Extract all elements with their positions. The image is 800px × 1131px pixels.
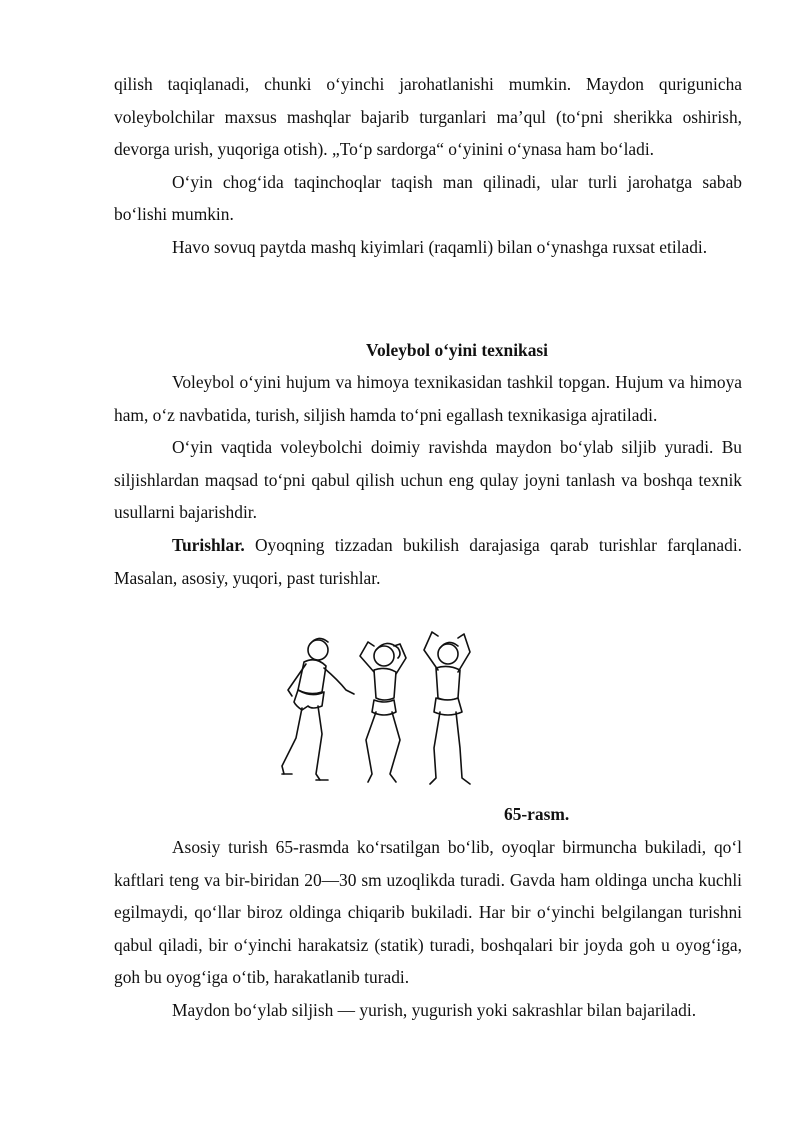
intro-section (114, 68, 742, 264)
paragraph-cold-weather: Havo sovuq paytda mashq kiyimlari (raqamli) bilan o‘ynashga ruxsat etiladi. (172, 236, 708, 257)
stances-illustration (226, 622, 516, 817)
stances-term: Turishlar. (172, 534, 245, 555)
basic-stance-section (114, 831, 742, 1027)
section-heading: Voleybol o‘yini texnikasi (366, 340, 548, 360)
technique-section (114, 366, 742, 594)
stances-text: Oyoqning tizzadan bukilish darajasiga qarab turishlar farqlanadi. Masalan, asosiy, yuqori, past turishlar. (114, 534, 742, 588)
player-basic-stance (282, 638, 354, 780)
paragraph-attack-defense: Voleybol o‘yini hujum va himoya texnikasidan tashkil topgan. Hujum va himoya ham, o‘z navbatida, turish, siljish hamda to‘pni egallash texnikasiga ajratiladi. (114, 372, 742, 425)
paragraph-movement: O‘yin vaqtida voleybolchi doimiy ravishda maydon bo‘ylab siljib yuradi. Bu siljishlardan maqsad to‘pni qabul qilish uchun eng qulay joyni tanlash va boshqa texnik usullarni bajarishdir. (114, 437, 742, 523)
player-high-stance (360, 642, 406, 782)
player-ready-stance (424, 632, 470, 784)
paragraph-basic-stance: Asosiy turish 65-rasmda ko‘rsatilgan bo‘lib, oyoqlar birmuncha bukiladi, qo‘l kaftlari teng va bir-biridan 20—30 sm uzoqlikda turadi. Gavda ham oldinga uncha kuchli egilmaydi, qo‘llar biroz oldinga chiqarib bukiladi. Har bir o‘yinchi belgilangan turishni qabul qiladi, bir o‘yinchi harakatsiz (statik) turadi, boshqalari bir joyda goh u oyog‘iga, goh bu oyog‘iga o‘tib, harakatlanib turadi. (114, 837, 742, 988)
paragraph-jewelry: O‘yin chog‘ida taqinchoqlar taqish man qilinadi, ular turli jarohatga sabab bo‘lishi mumkin. (114, 171, 742, 225)
paragraph-stances (114, 529, 742, 594)
figure-caption: 65-rasm. (504, 804, 570, 824)
paragraph-court-movement: Maydon bo‘ylab siljish — yurish, yugurish yoki sakrashlar bilan bajariladi. (172, 999, 697, 1020)
paragraph-ball-drying: qilish taqiqlanadi, chunki o‘yinchi jarohatlanishi mumkin. Maydon qurigunicha voleybolchilar maxsus mashqlar bajarib turganlari ma’qul (to‘pni sherikka oshirish, devorga urish, yuqoriga otish). „To‘p sardorga“ o‘yinini o‘ynasa ham bo‘ladi. (114, 74, 742, 160)
